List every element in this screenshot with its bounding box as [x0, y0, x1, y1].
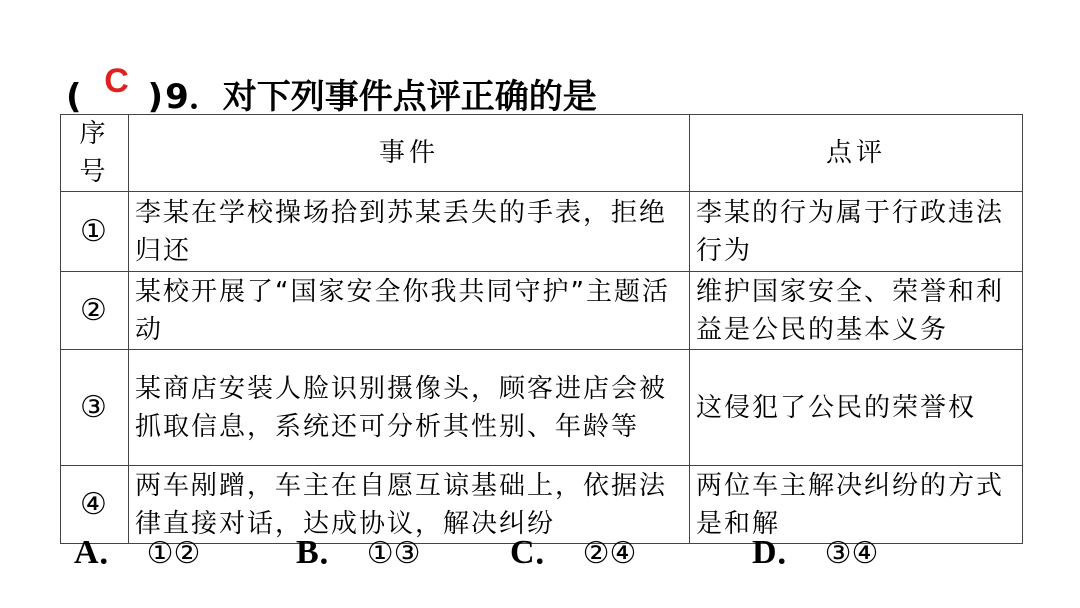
events-table [60, 114, 1023, 544]
question-stem [66, 58, 597, 117]
row-comment: 两位车主解决纠纷的方式是和解 [690, 466, 1023, 544]
option-b[interactable] [296, 524, 420, 573]
row-comment: 李某的行为属于行政违法行为 [690, 192, 1023, 272]
option-value: ③④ [824, 536, 879, 571]
option-c[interactable] [510, 524, 636, 573]
table-row [61, 272, 1023, 350]
row-number: ③ [61, 350, 129, 466]
option-d[interactable] [752, 524, 878, 573]
row-event: 某商店安装人脸识别摄像头，顾客进店会被抓取信息，系统还可分析其性别、年龄等 [129, 350, 690, 466]
row-number: ① [61, 192, 129, 272]
answer-mark: C [104, 62, 129, 100]
header-number: 序号 [61, 115, 129, 192]
header-event: 事件 [129, 115, 690, 192]
option-letter: A． [74, 534, 133, 571]
answer-options [74, 524, 1014, 572]
table-header-row [61, 115, 1023, 192]
option-letter: B． [296, 534, 353, 571]
header-comment: 点评 [690, 115, 1023, 192]
row-event: 两车剐蹭，车主在自愿互谅基础上，依据法律直接对话，达成协议，解决纠纷 [129, 466, 690, 544]
row-number: ② [61, 272, 129, 350]
row-event: 李某在学校操场拾到苏某丢失的手表，拒绝归还 [129, 192, 690, 272]
option-letter: D． [752, 534, 811, 571]
option-letter: C． [510, 534, 569, 571]
answer-paren-open: ( [66, 77, 82, 117]
option-value: ②④ [582, 536, 637, 571]
table-row [61, 350, 1023, 466]
option-value: ①③ [366, 536, 421, 571]
table-row [61, 192, 1023, 272]
question-text: 9．对下列事件点评正确的是 [165, 77, 597, 117]
row-comment: 维护国家安全、荣誉和利益是公民的基本义务 [690, 272, 1023, 350]
row-comment: 这侵犯了公民的荣誉权 [690, 350, 1023, 466]
row-event: 某校开展了“国家安全你我共同守护”主题活动 [129, 272, 690, 350]
option-a[interactable] [74, 524, 200, 573]
answer-paren-close: ) [147, 77, 164, 117]
option-value: ①② [146, 536, 201, 571]
row-number: ④ [61, 466, 129, 544]
